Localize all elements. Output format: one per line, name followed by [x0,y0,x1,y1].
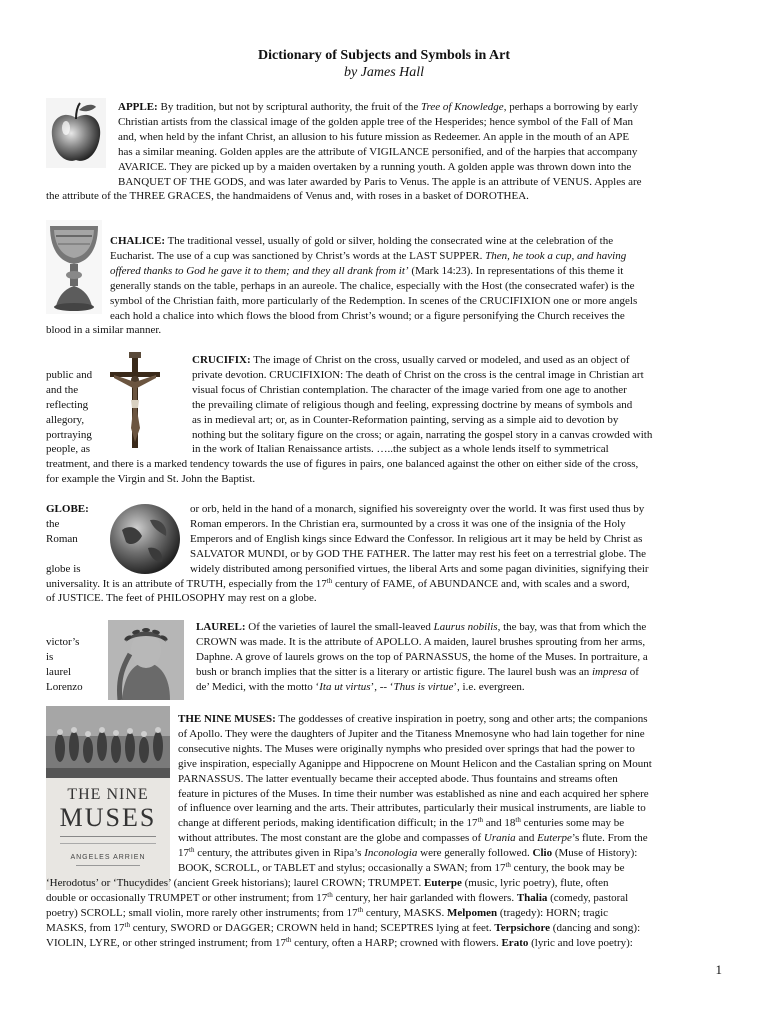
entry-chalice: CHALICE: The traditional vessel, usually of gold or silver, holding the consecrated wine at the celebration of the Eucharist. The use of a cup was sanctioned by Christ’s words at the LAST SUPPER. Then, he took a cup, and having offered thanks to God he gave it to them; and they all drank from it’ (Mark 14:23). In representations of this theme it generally stands on the table, perhaps in an aureole. The chalice, especially with the Host (the consecrated wafer) is the symbol of the Christian faith, more particularly of the Redemption. In scenes of the CRUCIFIXION one or more angels each hold a chalice into which flows the blood from Christ’s wound; or a figure personifying the Church receives the blood in a similar manner. [46,235,638,337]
entry-crucifix: CRUCIFIX: The image of Christ on the cross, usually carved or modeled, and used as an object of public and and the reflecting allegory, portraying people, as private devotion. CRUCIFIXION: The death of Christ on the cross is the central image in Christian art visual focus of Christian contemplation. The character of the image varied from one age to another the prevailing climate of religious though and feeling, expressing doctrine by means of symbols and as in medieval art; or, as in Counter-Reformation painting, serving as a simple aid to devotion by nothing but the solitary figure on the cross; or again, narrating the gospel story in a canvas crowded with in the work of Italian Renaissance artists. …..the subject as a whole lends itself to symmetrical treatment, and there is a marked tendency towards the use of figures in pairs, one balanced against the other on either side of the cross, for example the Virgin and St. John the Baptist. [46,354,653,486]
entry-heading: APPLE: [118,101,158,113]
entry-nine-muses: THE NINE MUSES: The goddesses of creative inspiration in poetry, song and other arts; the companions of Apollo. They were the daughters of Jupiter and the Titaness Mnemosyne who had lain together for nine consecutive nights. The Muses were originally nymphs who presided over springs that had the power to give inspiration, especially Aganippe and Hippocrene on Mount Helicon and the Castalian spring on Mount PARNASSUS. The latter eventually became their accepted abode. Thus fountains and streams often feature in pictures of the Muses. In time their number was established as nine and each acquired her sphere of influence over learning and the arts. Their attributes, particularly their musical instruments, are liable to change at different periods, making identification difficult; in the 17th and 18th centuries some may be without attributes. The most constant are the globe and compasses of Urania and Euterpe’s flute. From the 17th century, the attributes given in Ripa’s Inconologia were generally followed. Clio (Muse of History): BOOK, SCROLL, or TABLET and stylus; occasionally a SWAN; from 17th century, the book may be ‘Herodotus’ or ‘Thucydides’ (ancient Greek historians); laurel CROWN; TRUMPET. Euterpe (music, lyric poetry), flute, often double or occasionally TRUMPET or other instrument; from 17th century, her hair garlanded with flowers. Thalia (comedy, pastoral poetry) SCROLL; small violin, more rarely other instruments; from 17th century, MASKS. Melpomen (tragedy): HORN; tragic MASKS, from 17th century, SWORD or DAGGER; CROWN held in hand; SCEPTRES lying at feet. Terpsichore (dancing and song): VIOLIN, LYRE, or other stringed instrument; from 17th century, often a HARP; crowned with flowers. Erato (lyric and love poetry): [46,713,652,949]
entry-heading: CHALICE: [110,235,166,247]
entry-heading: THE NINE MUSES: [178,713,276,725]
entry-apple: APPLE: By tradition, but not by scriptural authority, the fruit of the Tree of Knowledge, perhaps a borrowing by early Christian artists from the classical image of the golden apple tree of the Hesperides; hence symbol of the Fall of Man and, when held by the infant Christ, an allusion to his future mission as Redeemer. An apple in the mouth of an APE has a similar meaning. Golden apples are the attribute of VIGILANCE personified, and of the harpies that accompany AVARICE. They are picked up by a maiden overtaken by a running youth. A golden apple was thrown down into the BANQUET OF THE GODS, and was later awarded by Paris to Venus. The apple is an attribute of VENUS. Apples are the attribute of the THREE GRACES, the handmaidens of Venus and, with roses in a basket of DOROTHEA. [46,101,642,203]
entry-laurel: LAUREL: Of the varieties of laurel the small-leaved Laurus nobilis, the bay, was that from which the victor’s is laurel Lorenzo CROWN was made. It is the attribute of APOLLO. A maiden, laurel brushes sprouting from her arms, Daphne. A grove of laurels grows on the top of PARNASSUS, the home of the Muses. In portraiture, a bush or branch implies that the sitter is a literary or artistic figure. The laurel bush was an impresa of de’ Medici, with the motto ‘Ita ut virtus’, -- ‘Thus is virtue’, i.e. evergreen. [46,621,648,693]
cover-author: ANGELES ARRIEN [70,854,146,861]
entry-heading: GLOBE: [46,503,89,515]
cover-title-2: MUSES [59,803,157,832]
document-author: by James Hall [343,65,425,80]
cover-title-1: THE NINE [67,786,149,803]
entry-heading: CRUCIFIX: [192,354,251,366]
entry-heading: LAUREL: [196,621,246,633]
page-number: 1 [715,962,722,977]
entry-globe: GLOBE: or orb, held in the hand of a monarch, signified his sovereignty over the world. It was first used thus by the Roman globe is Roman emperors. In the Christian era, surmounted by a cross it was one of the insignia of the Holy Emperors and of English kings since Edward the Confessor. In religious art it may be held by Christ as SALVATOR MUNDI, or by GOD THE FATHER. The latter may rest his feet on a terrestrial globe. The widely distributed among personified virtues, the liberal Arts and some pagan divinities, signifying their universality. It is an attribute of TRUTH, especially from the 17th century of FAME, of ABUNDANCE and, with scales and a sword, of JUSTICE. The feet of PHILOSOPHY may rest on a globe. [46,503,649,605]
document-title: Dictionary of Subjects and Symbols in Art [257,48,511,63]
